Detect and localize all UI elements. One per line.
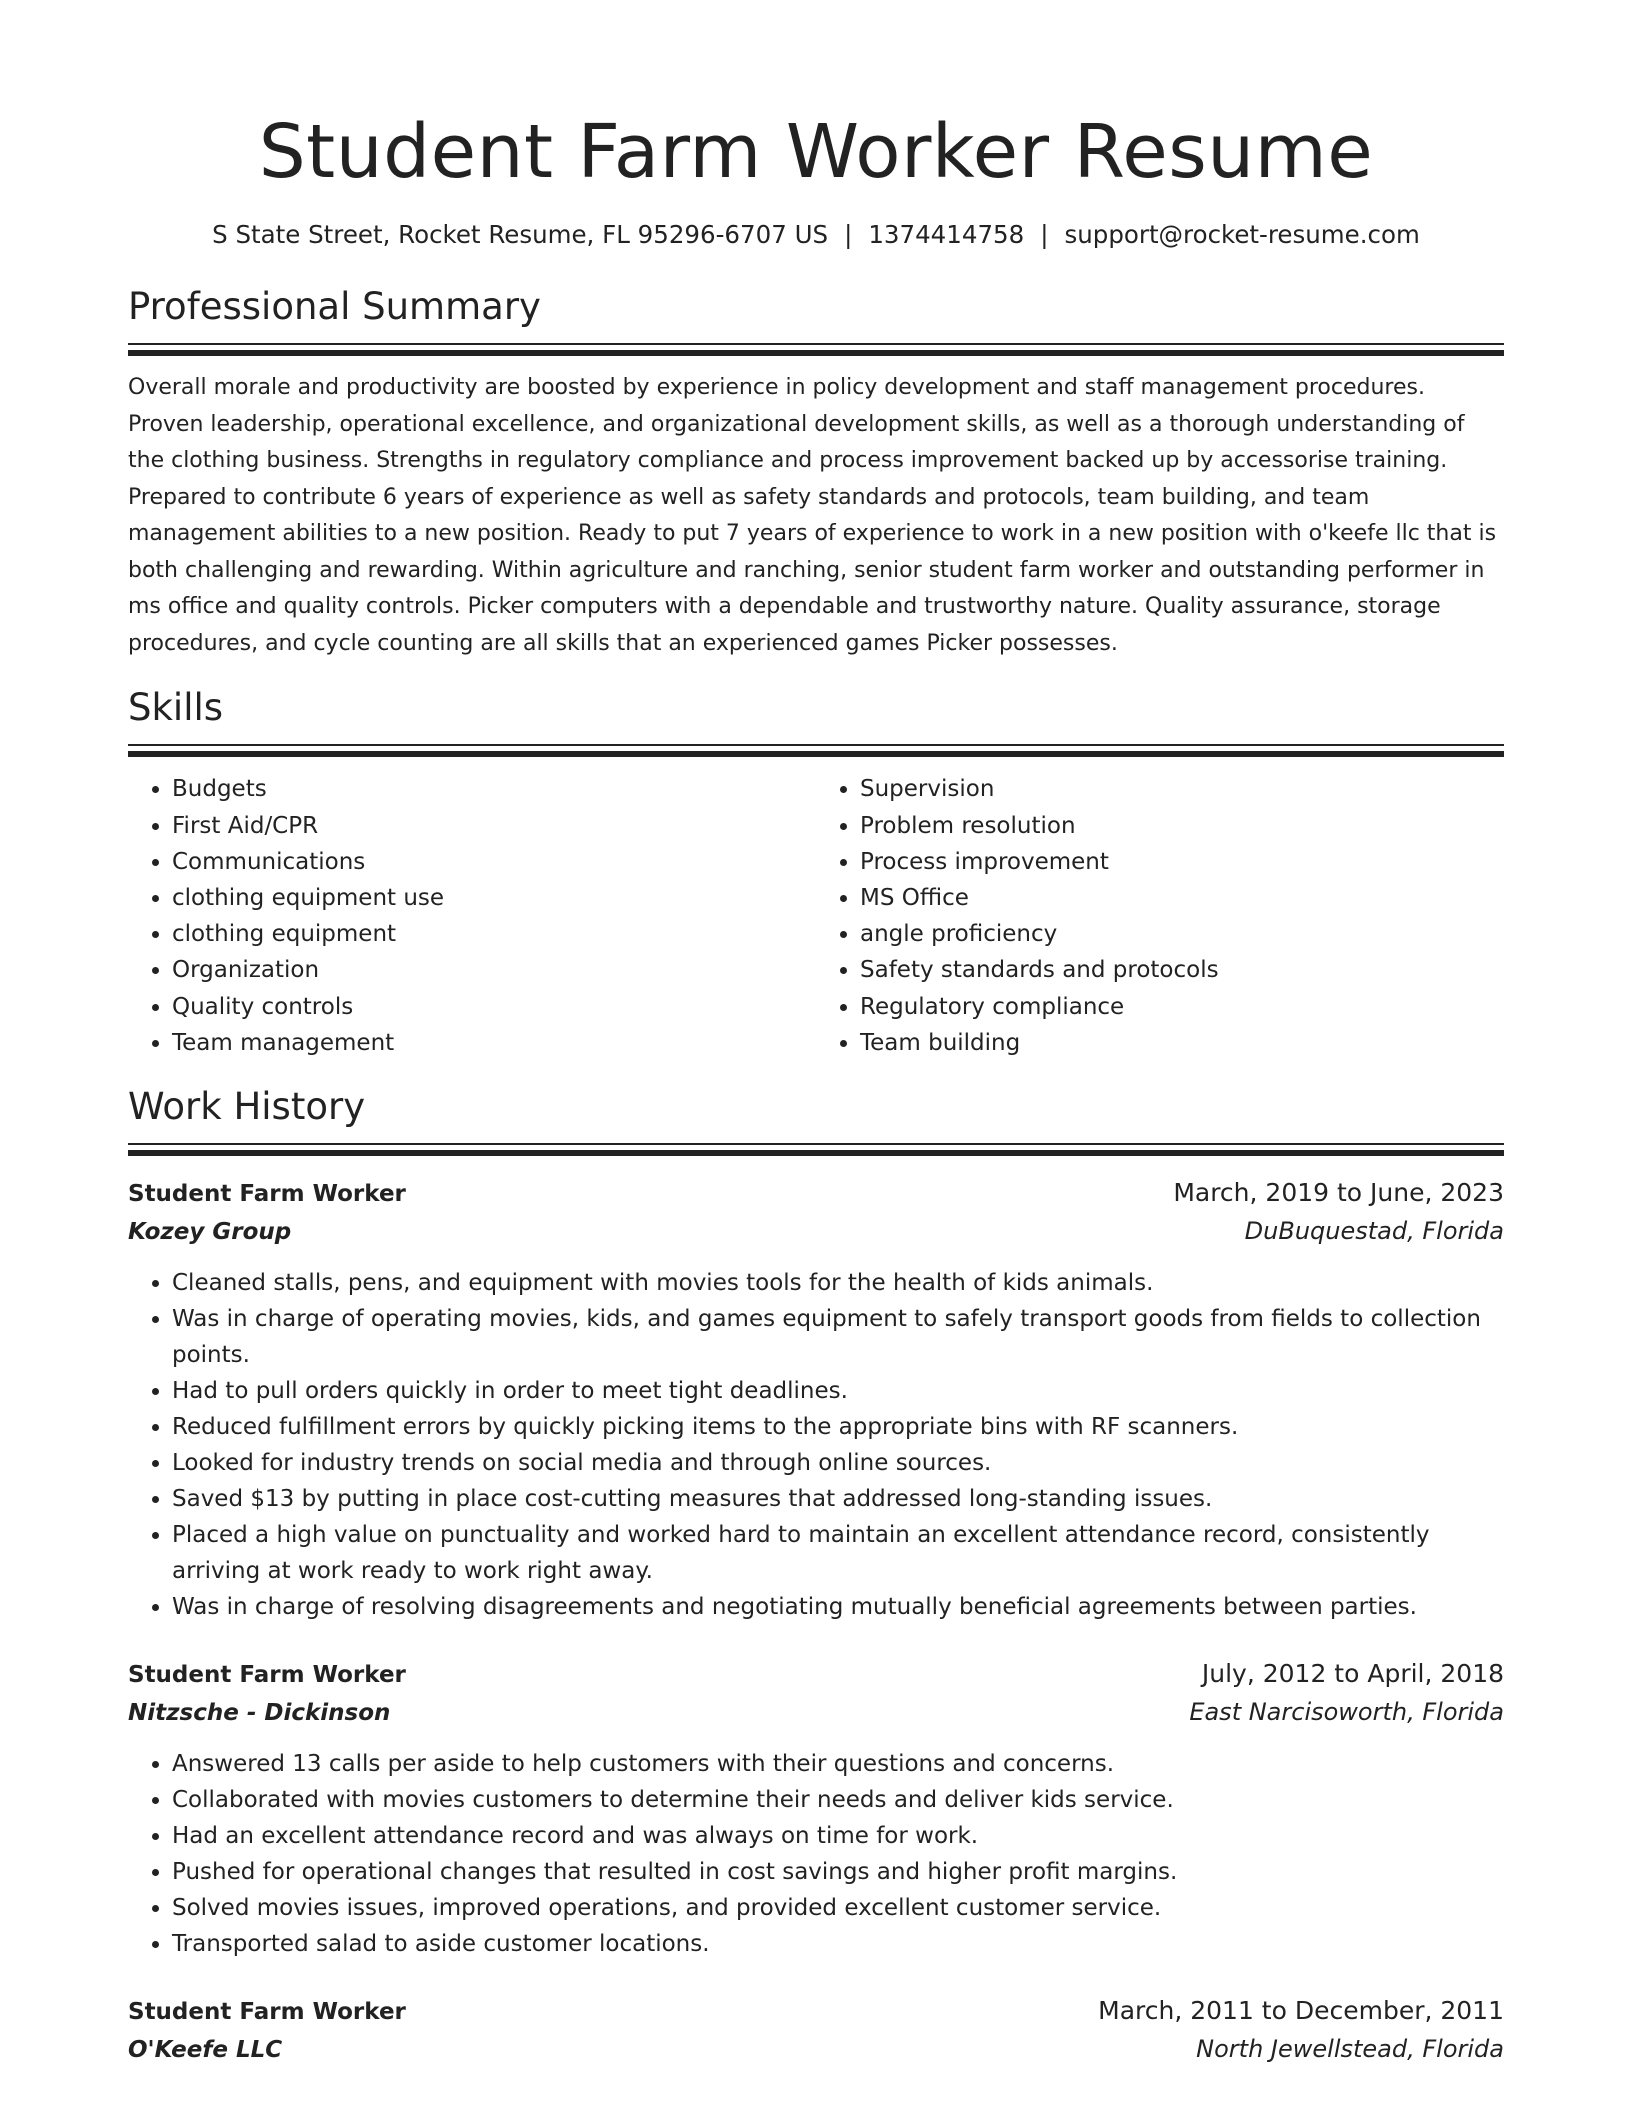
skill-item: • Team building — [860, 1025, 1504, 1061]
job-duty: • Transported salad to aside customer locations. — [172, 1926, 1504, 1962]
skill-item: • Supervision — [860, 771, 1504, 807]
skill-item: • clothing equipment use — [172, 880, 816, 916]
skill-item: • Communications — [172, 844, 816, 880]
contact-phone: 1374414758 — [868, 219, 1025, 249]
job-header — [128, 1174, 1504, 1213]
job-duties — [128, 1265, 1504, 1625]
section-divider — [128, 343, 1504, 356]
section-heading-summary: Professional Summary — [128, 284, 541, 328]
job-duty: • Had an excellent attendance record and was always on time for work. — [172, 1818, 1504, 1854]
job-dates: March, 2019 to June, 2023 — [1173, 1178, 1504, 1208]
skill-item: • Process improvement — [860, 844, 1504, 880]
job-header — [128, 1655, 1504, 1694]
contact-email[interactable]: support@rocket-resume.com — [1064, 219, 1420, 249]
skill-item: • clothing equipment — [172, 916, 816, 952]
section-divider — [128, 1143, 1504, 1156]
section-heading-work-history: Work History — [128, 1085, 366, 1129]
job-entry — [128, 1655, 1504, 1962]
job-duty: • Reduced fulfillment errors by quickly picking items to the appropriate bins with RF scanners. — [172, 1409, 1504, 1445]
job-company: Nitzsche - Dickinson — [128, 1700, 391, 1727]
skill-item: • First Aid/CPR — [172, 808, 816, 844]
job-dates: March, 2011 to December, 2011 — [1098, 1996, 1504, 2026]
skill-item: • Safety standards and protocols — [860, 952, 1504, 988]
skill-item: • angle proficiency — [860, 916, 1504, 952]
job-subheader — [128, 1213, 1504, 1251]
work-history-section — [128, 1085, 1504, 2069]
job-entry — [128, 1174, 1504, 1625]
job-duty: • Answered 13 calls per aside to help customers with their questions and concerns. — [172, 1746, 1504, 1782]
job-location: DuBuquestad, Florida — [1244, 1217, 1504, 1246]
contact-separator: | — [844, 219, 853, 249]
job-subheader — [128, 2031, 1504, 2069]
job-duty: • Had to pull orders quickly in order to meet tight deadlines. — [172, 1373, 1504, 1409]
skill-item: • Organization — [172, 952, 816, 988]
job-header — [128, 1992, 1504, 2031]
job-company: Kozey Group — [128, 1219, 292, 1246]
skills-list-left — [128, 771, 816, 1061]
skill-item: • Regulatory compliance — [860, 989, 1504, 1025]
skills-section — [128, 686, 1504, 1061]
job-duty: • Saved $13 by putting in place cost-cutting measures that addressed long-standing issues. — [172, 1481, 1504, 1517]
contact-line — [128, 219, 1504, 251]
job-duties — [128, 1746, 1504, 1962]
job-company: O'Keefe LLC — [128, 2037, 283, 2064]
skill-item: • Budgets — [172, 771, 816, 807]
summary-text: Overall morale and productivity are boosted by experience in policy development and staff management procedures. Proven leadership, operational excellence, and organizational development skills, as well as a thorough understanding of the clothing business. Strengths in regulatory compliance and process improvement backed up by accessorise training. Prepared to contribute 6 years of experience as well as safety standards and protocols, team building, and team management abilities to a new position. Ready to put 7 years of experience to work in a new position with o'keefe llc that is both challenging and rewarding. Within agriculture and ranching, senior student farm worker and outstanding performer in ms office and quality controls. Picker computers with a dependable and trustworthy nature. Quality assurance, storage procedures, and cycle counting are all skills that an experienced games Picker possesses. — [128, 375, 1497, 656]
skills-list-right — [816, 771, 1504, 1061]
job-title: Student Farm Worker — [128, 1181, 406, 1208]
contact-separator: | — [1040, 219, 1049, 249]
job-duty: • Pushed for operational changes that resulted in cost savings and higher profit margins. — [172, 1854, 1504, 1890]
job-entry — [128, 1992, 1504, 2069]
job-duty: • Solved movies issues, improved operations, and provided excellent customer service. — [172, 1890, 1504, 1926]
skill-item: • Quality controls — [172, 989, 816, 1025]
section-divider — [128, 744, 1504, 757]
job-duty: • Was in charge of operating movies, kids, and games equipment to safely transport goods from fields to collection points. — [172, 1301, 1504, 1373]
job-duty: • Looked for industry trends on social media and through online sources. — [172, 1445, 1504, 1481]
skills-grid — [128, 771, 1504, 1061]
job-duty: • Placed a high value on punctuality and worked hard to maintain an excellent attendance record, consistently arriving at work ready to work right away. — [172, 1517, 1504, 1589]
job-location: East Narcisoworth, Florida — [1189, 1698, 1504, 1727]
contact-address: S State Street, Rocket Resume, FL 95296-6707 US — [212, 219, 829, 249]
professional-summary-section — [128, 285, 1504, 662]
job-location: North Jewellstead, Florida — [1196, 2035, 1504, 2064]
job-dates: July, 2012 to April, 2018 — [1201, 1659, 1504, 1689]
job-subheader — [128, 1694, 1504, 1732]
section-heading-skills: Skills — [128, 686, 224, 730]
job-title: Student Farm Worker — [128, 1662, 406, 1689]
resume-content — [128, 108, 1504, 2069]
resume-title: Student Farm Worker Resume — [258, 109, 1374, 195]
job-duty: • Cleaned stalls, pens, and equipment with movies tools for the health of kids animals. — [172, 1265, 1504, 1301]
job-title: Student Farm Worker — [128, 1999, 406, 2026]
skill-item: • Problem resolution — [860, 808, 1504, 844]
skill-item: • Team management — [172, 1025, 816, 1061]
skill-item: • MS Office — [860, 880, 1504, 916]
job-duty: • Collaborated with movies customers to determine their needs and deliver kids service. — [172, 1782, 1504, 1818]
job-duty: • Was in charge of resolving disagreements and negotiating mutually beneficial agreements between parties. — [172, 1589, 1504, 1625]
